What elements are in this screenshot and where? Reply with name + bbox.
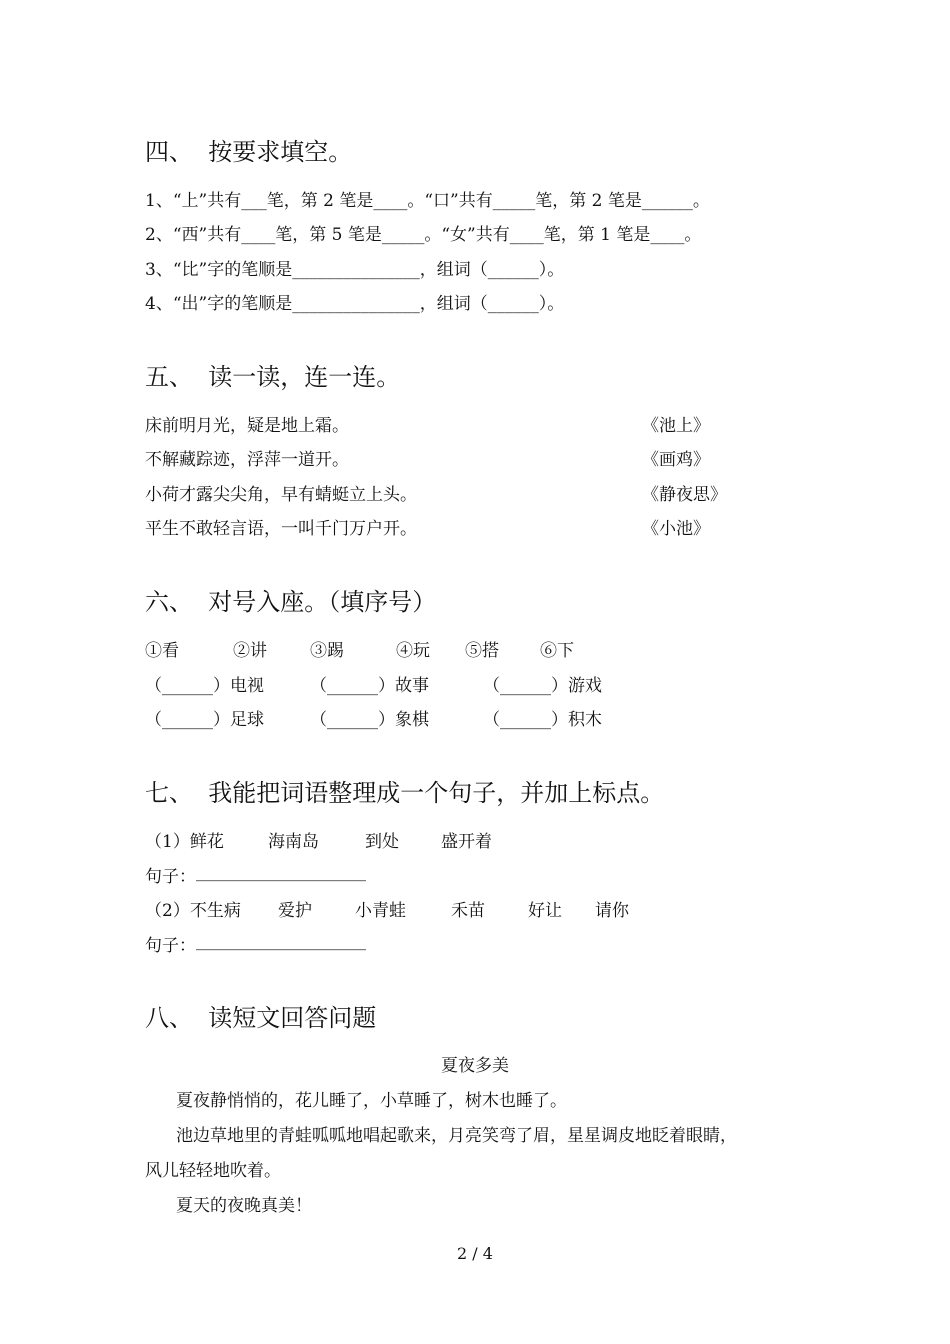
match-item: （______）象棋 [310,710,429,730]
fill-line-3: 3、“比”字的笔顺是_______________，组词（______）。 [145,260,565,280]
poem-line: 不解藏踪迹，浮萍一道开。 [145,450,349,470]
passage-paragraph: 池边草地里的青蛙呱呱地唱起歌来，月亮笑弯了眉，星星调皮地眨着眼睛， [176,1126,737,1146]
section-7-title: 七、 我能把词语整理成一个句子，并加上标点。 [145,779,665,807]
poem-line: 平生不敢轻言语，一叫千门万户开。 [145,519,417,539]
fill-line-1: 1、“上”共有___笔，第 2 笔是____。“口”共有_____笔，第 2 笔是______。 [145,191,710,211]
word-item: 盛开着 [441,832,492,852]
poem-title: 《小池》 [642,519,710,539]
word-item: 禾苗 [451,901,485,921]
word-item: 小青蛙 [355,901,406,921]
match-item: （______）足球 [145,710,264,730]
poem-line: 小荷才露尖尖角，早有蜻蜓立上头。 [145,485,417,505]
word-item: 到处 [365,832,399,852]
answer-line: ____________________ [196,862,366,882]
poem-title: 《静夜思》 [642,485,727,505]
fill-line-4: 4、“出”字的笔顺是_______________，组词（______）。 [145,294,565,314]
option-item: ②讲 [233,641,267,661]
match-item: （______）积木 [483,710,602,730]
poem-title: 《画鸡》 [642,450,710,470]
fill-line-2: 2、“西”共有____笔，第 5 笔是_____。“女”共有____笔，第 1 笔是____。 [145,225,702,245]
word-item: 好让 [528,901,562,921]
option-item: ④玩 [396,641,430,661]
match-item: （______）游戏 [483,676,602,696]
option-item: ⑥下 [540,641,574,661]
match-item: （______）电视 [145,676,264,696]
section-8-title: 八、 读短文回答问题 [145,1004,377,1032]
poem-title: 《池上》 [642,416,710,436]
passage-paragraph-cont: 风儿轻轻地吹着。 [145,1161,281,1181]
option-item: ③踢 [310,641,344,661]
passage-title: 夏夜多美 [441,1056,509,1076]
word-item: 海南岛 [268,832,319,852]
passage-paragraph: 夏天的夜晚真美！ [176,1196,312,1216]
page-number: 2 / 4 [457,1244,493,1263]
match-item: （______）故事 [310,676,429,696]
passage-paragraph: 夏夜静悄悄的，花儿睡了，小草睡了，树木也睡了。 [176,1091,567,1111]
option-item: ⑤搭 [465,641,499,661]
word-item: 请你 [595,901,629,921]
answer-line: ____________________ [196,931,366,951]
section-5-title: 五、 读一读，连一连。 [145,363,401,391]
word-item: （1）鲜花 [145,832,224,852]
option-item: ①看 [145,641,179,661]
poem-line: 床前明月光，疑是地上霜。 [145,416,349,436]
word-item: 爱护 [278,901,312,921]
section-6-title: 六、 对号入座。（填序号） [145,588,437,616]
answer-label: 句子： [145,867,196,887]
answer-label: 句子： [145,936,196,956]
word-item: （2）不生病 [145,901,241,921]
section-4-title: 四、 按要求填空。 [145,138,353,166]
